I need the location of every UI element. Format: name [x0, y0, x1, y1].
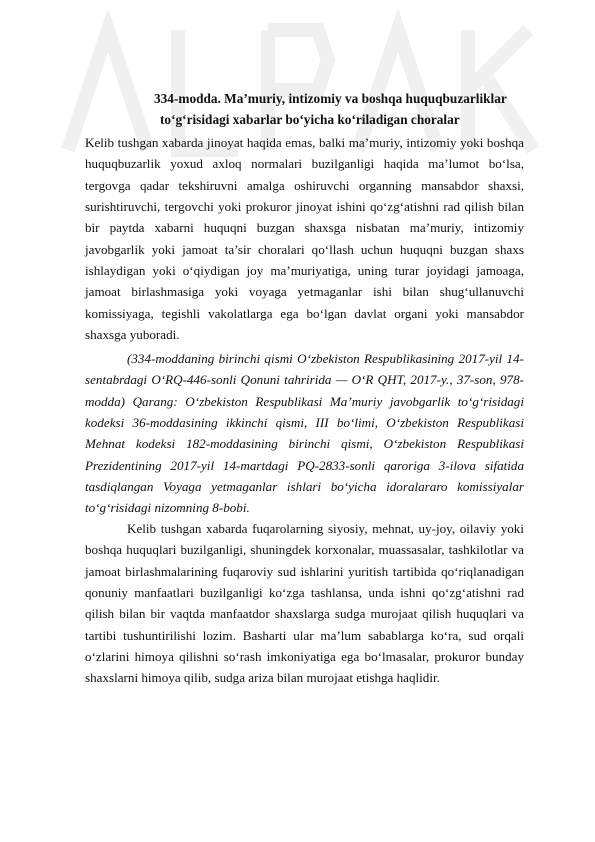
- article-title-line-2: to‘g‘risidagi xabarlar bo‘yicha ko‘riladigan choralar: [160, 112, 460, 127]
- paragraph-rights-violation: Kelib tushgan xabarda fuqarolarning siyosiy, mehnat, uy-joy, oilaviy yoki boshqa huquqlari buzilganligi, shuningdek korxonalar, muassasalar, tashkilotlar va jamoat birlashmalarining fuqaroviy sud ishlarini yuritish tartibida qo‘riqlanadigan qonuniy manfaatlari buzilganligi ko‘zga tashlansa, unda ishni qo‘zg‘atishni rad qilish bilan bir vaqtda manfaatdor shaxslarga sudga murojaat qilish huquqlari va tartibi tushuntirilishi lozim. Basharti ular ma’lum sabablarga ko‘ra, sud orqali o‘zlarini himoya qilishni so‘rash imkoniyatiga ega bo‘lmasalar, prokuror bunday shaxslarni himoya qilib, sudga ariza bilan murojaat etishga haqlidir.: [85, 521, 524, 686]
- paragraph-reference-note: (334-moddaning birinchi qismi O‘zbekiston Respublikasining 2017-yil 14-sentabrdagi O‘RQ-446-sonli Qonuni tahririda — O‘R QHT, 2017-y., 37-son, 978-modda) Qarang: O‘zbekiston Respublikasi Ma’muriy javobgarlik to‘g‘risidagi kodeksi 36-moddasining ikkinchi qismi, III bo‘limi, O‘zbekiston Respublikasi Mehnat kodeksi 182-moddasining birinchi qismi, O‘zbekiston Respublikasi Prezidentining 2017-yil 14-martdagi PQ-2833-sonli qaroriga 3-ilova sifatida tasdiqlangan Voyaga yetmaganlar ishlari bo‘yicha idoralararo komissiyalar to‘g‘risidagi nizomning 8-bobi.: [85, 351, 524, 516]
- paragraph-main: Kelib tushgan xabarda jinoyat haqida emas, balki ma’muriy, intizomiy yoki boshqa huquqbuzarlik yoxud axloq normalari buzilganligi haqida ma’lumot bo‘lsa, tergovga qadar tekshiruvni amalga oshiruvchi organning mansabdor shaxsi, surishtiruvchi, tergovchi yoki prokuror jinoyat ishini qo‘zg‘atishni rad qilish bilan bir paytda xabarni huquqni buzgan shaxsga nisbatan ma’muriy, intizomiy javobgarlik yoki jamoat ta’sir choralari qo‘llash uchun huquqni buzgan shaxs ishlaydigan yoki o‘qiydigan joy ma’muriyatiga, uning turar joyidagi jamoaga, jamoat birlashmasiga yoki voyaga yetmaganlar ishi bilan shug‘ullanuvchi komissiyaga, tegishli vakolatlarga ega bo‘lgan davlat organi yoki mansabdor shaxsga yuboradi.: [85, 135, 524, 343]
- article-title-line-1: 334-modda. Ma’muriy, intizomiy va boshqa huquqbuzarliklar: [154, 91, 507, 106]
